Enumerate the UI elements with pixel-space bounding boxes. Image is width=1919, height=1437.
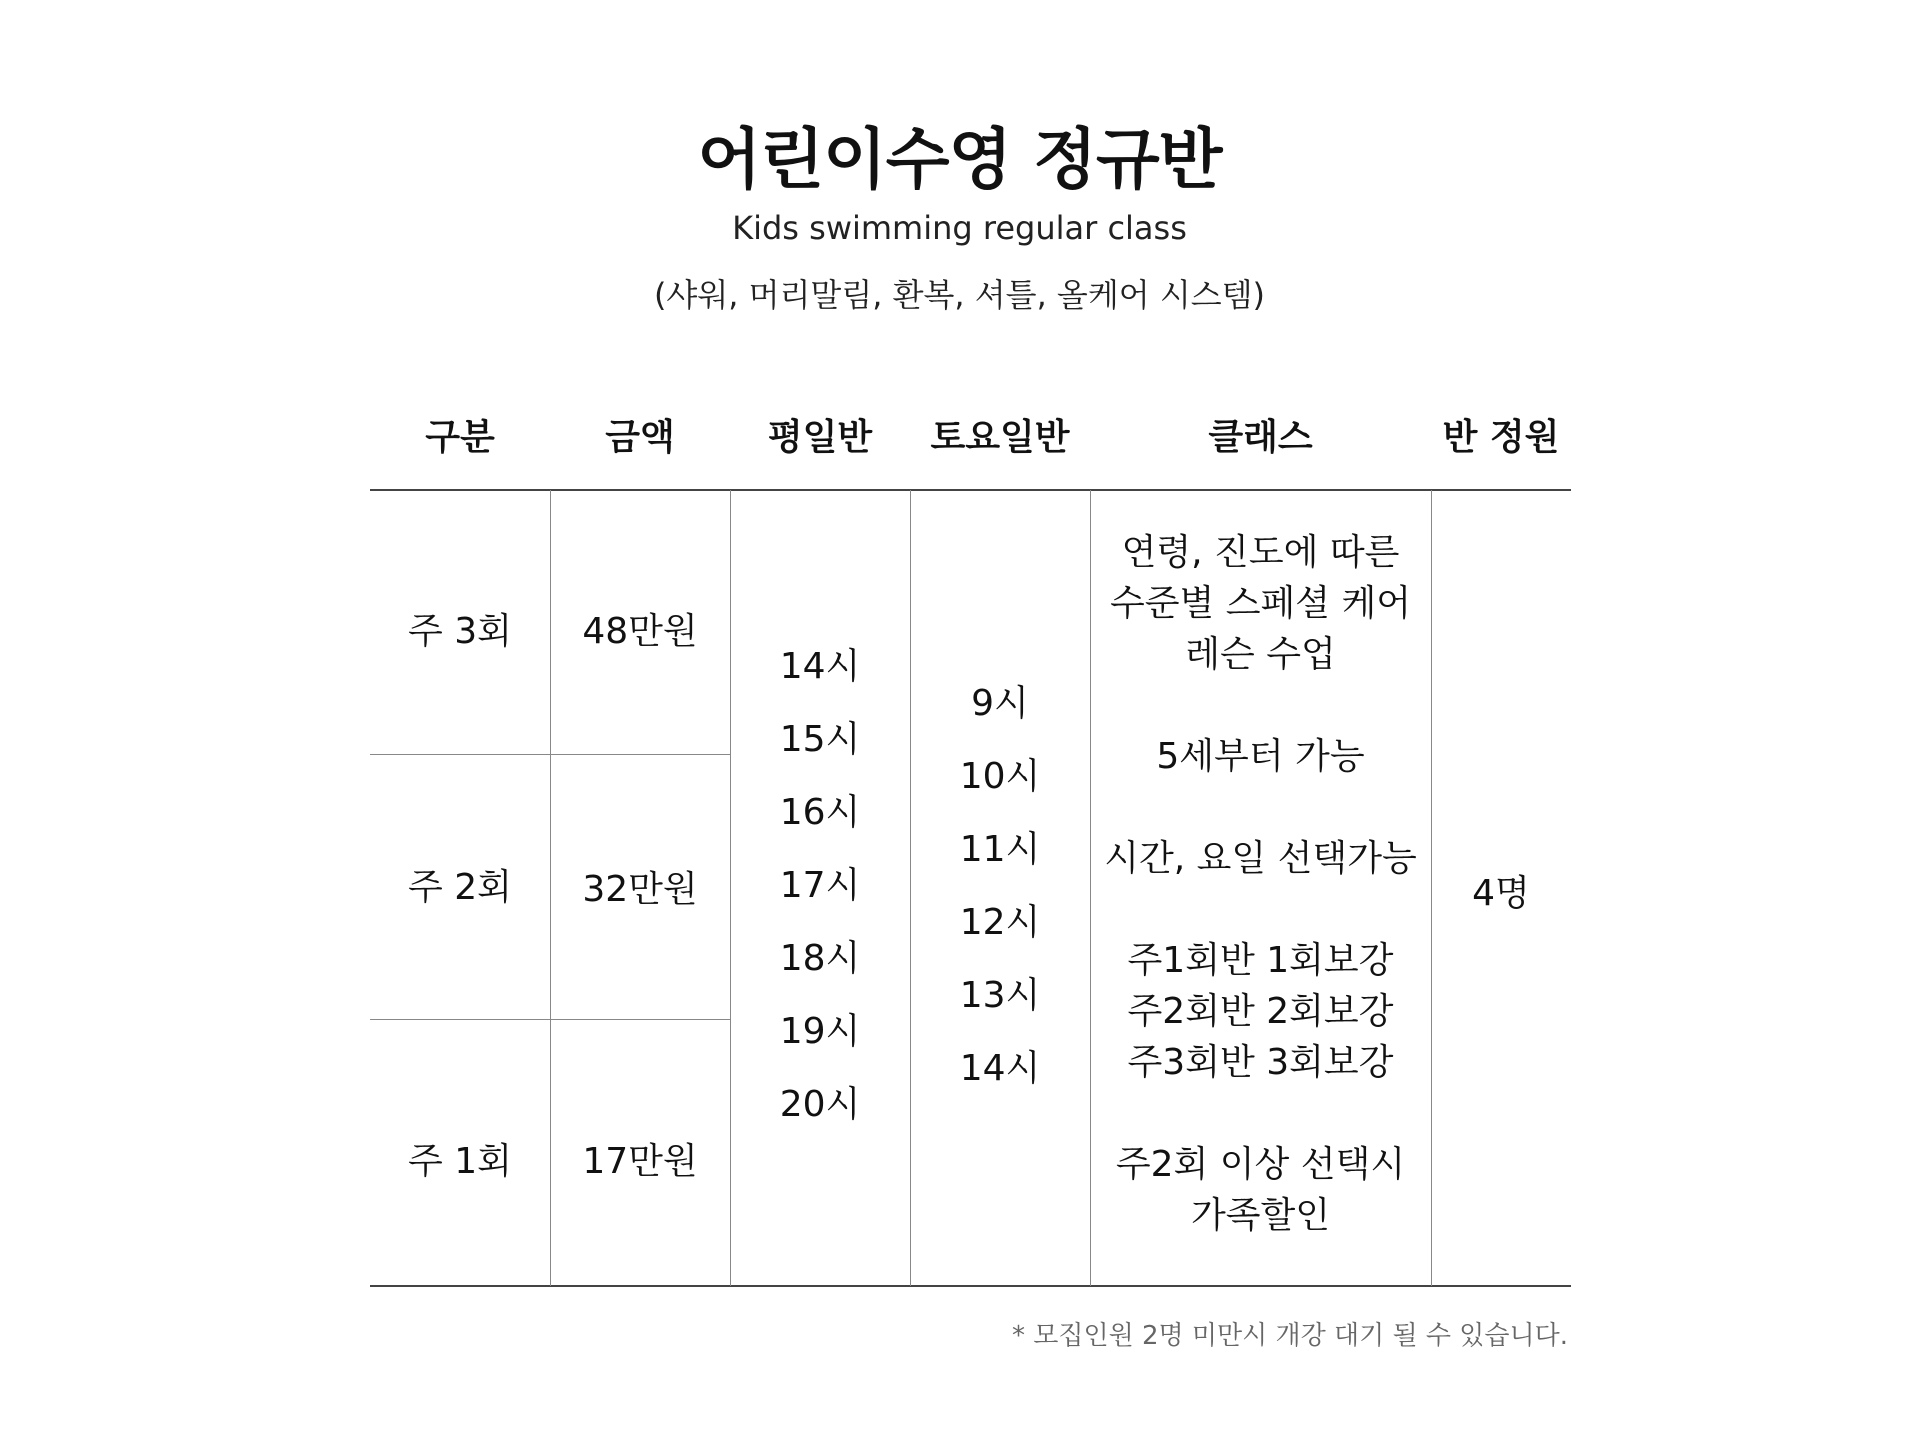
class-info-line: 시간, 요일 선택가능 <box>1104 838 1417 879</box>
page-title: 어린이수영 정규반 <box>697 121 1222 198</box>
header-capacity: 반 정원 <box>1442 417 1560 458</box>
price-cell: 48만원 <box>582 611 698 652</box>
time-slot: 12시 <box>959 902 1041 943</box>
time-slot: 11시 <box>959 829 1041 870</box>
saturday-times-list <box>910 667 1090 1105</box>
header-weekday: 평일반 <box>767 417 873 458</box>
services-note: (샤워, 머리말림, 환복, 셔틀, 올케어 시스템) <box>653 276 1266 314</box>
class-info-line: 주2회 이상 선택시 <box>1115 1144 1406 1185</box>
header-category: 구분 <box>425 417 495 458</box>
frequency-cell: 주 2회 <box>408 867 512 908</box>
time-slot: 14시 <box>959 1048 1041 1089</box>
frequency-cell: 주 3회 <box>408 611 512 652</box>
spacer <box>1090 680 1431 731</box>
page-subtitle: Kids swimming regular class <box>732 209 1187 247</box>
class-info-line: 주3회반 3회보강 <box>1127 1042 1394 1083</box>
time-slot: 17시 <box>779 865 861 906</box>
spacer <box>1090 1088 1431 1139</box>
time-slot: 15시 <box>779 719 861 760</box>
capacity-cell: 4명 <box>1472 873 1530 914</box>
class-info-line: 수준별 스페셜 케어 <box>1109 583 1412 624</box>
time-slot: 16시 <box>779 792 861 833</box>
footnote: * 모집인원 2명 미만시 개강 대기 될 수 있습니다. <box>1011 1321 1568 1351</box>
class-info-line: 연령, 진도에 따른 <box>1121 532 1400 573</box>
class-info-line: 레슨 수업 <box>1185 634 1336 675</box>
spacer <box>1090 782 1431 833</box>
price-cell: 32만원 <box>582 869 698 910</box>
time-slot: 9시 <box>971 683 1029 724</box>
price-cell: 17만원 <box>582 1141 698 1182</box>
time-slot: 14시 <box>779 646 861 687</box>
time-slot: 20시 <box>779 1084 861 1125</box>
class-description <box>1090 527 1431 1241</box>
class-info-line: 5세부터 가능 <box>1156 736 1365 777</box>
time-slot: 19시 <box>779 1011 861 1052</box>
class-info-line: 주1회반 1회보강 <box>1127 940 1394 981</box>
header-class: 클래스 <box>1208 417 1313 458</box>
time-slot: 10시 <box>959 756 1041 797</box>
class-info-line: 가족할인 <box>1190 1195 1331 1236</box>
time-slot: 18시 <box>779 938 861 979</box>
weekday-times-list <box>730 630 910 1141</box>
frequency-cell: 주 1회 <box>408 1141 512 1182</box>
spacer <box>1090 884 1431 935</box>
header-saturday: 토요일반 <box>930 417 1070 458</box>
class-info-line: 주2회반 2회보강 <box>1127 991 1394 1032</box>
time-slot: 13시 <box>959 975 1041 1016</box>
header-price: 금액 <box>605 417 675 458</box>
